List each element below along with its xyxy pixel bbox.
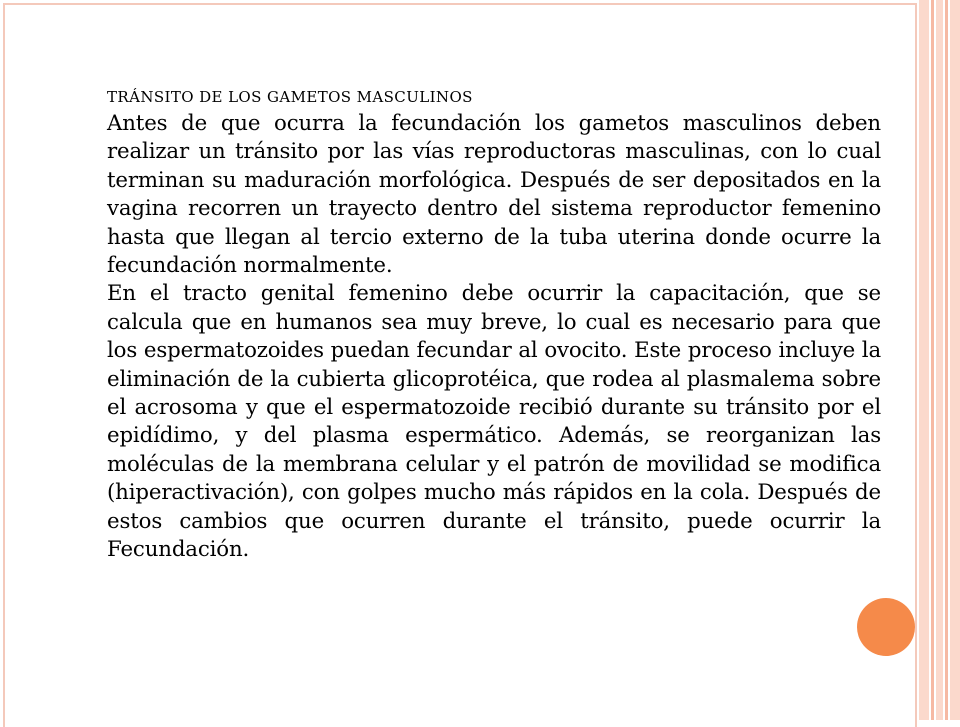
decorative-accent-circle [857,598,915,656]
stripe [931,0,934,720]
stripe [936,0,943,720]
slide-heading: TRÁNSITO DE LOS GAMETOS MASCULINOS [107,88,473,106]
stripe [919,0,929,720]
stripe [950,0,960,720]
decorative-side-stripes [919,0,960,720]
stripe [945,0,948,720]
slide-content [107,86,881,565]
paragraph-1: Antes de que ocurra la fecundación los gametos masculinos deben realizar un tránsito por las vías reproductoras masculinas, con lo cual terminan su maduración morfológica. Después de ser depositados en la vagina recorren un trayecto dentro del sistema reproductor femenino hasta que llegan al tercio externo de la tuba uterina donde ocurre la fecundación normalmente. [107,111,881,279]
paragraph-2: En el tracto genital femenino debe ocurrir la capacitación, que se calcula que en humanos sea muy breve, lo cual es necesario para que los espermatozoides puedan fecundar al ovocito. Este proceso incluye la eliminación de la cubierta glicoprotéica, que rodea al plasmalema sobre el acrosoma y que el espermatozoide recibió durante su tránsito por el epidídimo, y del plasma espermático. Además, se reorganizan las moléculas de la membrana celular y el patrón de movilidad se modifica (hiperactivación), con golpes mucho más rápidos en la cola. Después de estos cambios que ocurren durante el tránsito, puede ocurrir la Fecundación. [107,281,881,563]
